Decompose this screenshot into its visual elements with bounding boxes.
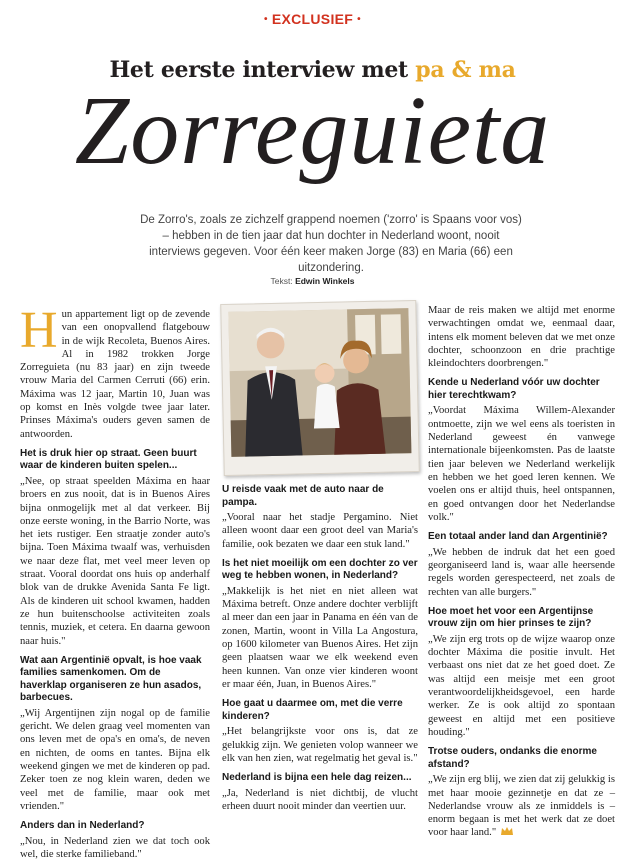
article-column-1: [20, 302, 210, 868]
question: Trotse ouders, ondanks die enorme afstand?: [428, 746, 597, 770]
question: Hoe gaat u daarmee om, met die verre kinderen?: [222, 698, 403, 722]
byline-label: Tekst:: [270, 276, 293, 286]
question: Kende u Nederland vóór uw dochter hier terechtkwam?: [428, 377, 600, 401]
question: Is het niet moeilijk om een dochter zo ver weg te hebben wonen, in Nederland?: [222, 557, 418, 582]
answer: „Het belangrijkste voor ons is, dat ze gelukkig zijn. We genieten volop wanneer we elk van hen zien, wat regelmatig het geval is.": [222, 726, 418, 764]
byline-author: Edwin Winkels: [295, 276, 355, 286]
answer: „Nou, in Nederland zien we dat toch ook wel, die sterke familieband.": [20, 835, 210, 860]
question: Het is druk hier op straat. Geen buurt waar de kinderen buiten spelen...: [20, 447, 197, 472]
question: Hoe moet het voor een Argentijnse vrouw zijn om hier prinses te zijn?: [428, 605, 594, 630]
question: Wat aan Argentinië opvalt, is hoe vaak families samenkomen. Om de haverklap organiseren ze hun asados, barbecues.: [20, 654, 202, 704]
crown-icon: [500, 826, 514, 840]
kicker-label: EXCLUSIEF: [271, 11, 354, 27]
article-column-2: [222, 484, 418, 820]
byline: [0, 276, 625, 286]
opening-text: un appartement ligt op de zevende van een onopvallend flatgebouw in de wijk Recoleta, Buenos Aires. Al in 1982 trokken Jorge Zorreguieta (nu 83 jaar) en zijn tweede vrouw Maria del Carmen Cerruti (66) erin. Máxima was 12 jaar, Martin 10, Juan was op komst en Inès volgde twee jaar later. Prinses Máxima's ouders geven samen de antwoorden.: [20, 309, 210, 440]
answer: „Nee, op straat speelden Máxima en haar broers en zus nooit, dat is in Buenos Aires bijna onmogelijk met al dat verkeer. Bij onze eerste woning, in the Barrio Norte, was het iets rustiger. Een straatje zonder auto's bijna. Toen Máxima twaalf was, verhuisden we naar deze flat, met veel meer leven op straat. Vooral doordat ons huis op anderhalf blok van de drukke Avenida Santa Fe ligt. Als de kinderen uit school kwamen, hadden ze hun buitenschoolse activiteiten zoals tennis, muziek, et cetera. En daarna gewoon naar huis.": [20, 475, 210, 647]
kicker: [0, 11, 625, 27]
kicker-dot-left: •: [264, 14, 268, 25]
continued-paragraph: Maar de reis maken we altijd met enorme verwachtingen omdat we, eenmaal daar, intens elk moment beleven dat we met onze dochter, schoonzoon en drie prachtige kleindochters doorbrengen.": [428, 305, 615, 370]
answer: „We zijn erg trots op de wijze waarop onze dochter Máxima die positie invult. Het verbaast ons niet dat ze het goed doet. Ze was altijd een meisje met een groot verantwoordelijkheidsgevoel, een harde werker. Ze is ook altijd zo spontaan geweest en altijd met een positieve houding.": [428, 633, 615, 738]
headline-accent: pa & ma: [415, 57, 516, 83]
article-column-3: [428, 304, 615, 848]
family-photo: [220, 300, 420, 476]
answer: „Voordat Máxima Willem-Alexander ontmoette, zijn we wel eens als toeristen in Nederland geweest én vanwege internationale bijeenkomsten. Pas de laatste tien jaar beleven we Nederland werkelijk en hebben we het goed leren kennen. We voelen ons er altijd thuis, heel ontspannen, en goed ontvangen door het Nederlandse volk.": [428, 405, 615, 523]
answer: „We hebben de indruk dat het een goed georganiseerd land is, waar alle heersende regels worden gerespecteerd, net zoals de rechten van alle burgers.": [428, 546, 615, 598]
answer: „Ja, Nederland is niet dichtbij, de vlucht erheen duurt nooit minder dan veertien uur.: [222, 787, 418, 812]
intro-text: De Zorro's, zoals ze zichzelf grappend noemen ('zorro' is Spaans voor vos) – hebben in de tien jaar dat hun dochter in Nederland woont, nooit interviews gegeven. Voor één keer maken Jorge (83) en Maria (66) een uitzondering.: [140, 214, 522, 274]
opening-paragraph: [20, 302, 210, 441]
answer-final: [428, 773, 615, 840]
dropcap: H: [20, 302, 58, 359]
answer: „Wij Argentijnen zijn nogal op de familie gericht. We delen graag veel momenten van ons leven met de opa's en oma's, de neven en nichten, de ooms en tantes. Bijna elk weekend gingen we met de kinderen op pad. Zeker toen ze nog klein waren, deden we veel met de familie, maar ook met vrienden.": [20, 707, 210, 812]
question: Anders dan in Nederland?: [20, 820, 145, 832]
question: Een totaal ander land dan Argentinië?: [428, 531, 608, 543]
answer-final-text: „We zijn erg blij, we zien dat zij gelukkig is met haar mooie gezinnetje en dat ze – Nederlandse vrouw als ze inmiddels is – enorm begaan is met het werk dat ze doet voor haar land.": [428, 774, 615, 839]
question: U reisde vaak met de auto naar de pampa.: [222, 484, 384, 508]
family-photo-image: [228, 308, 411, 457]
answer: „Makkelijk is het niet en niet alleen wat Máxima betreft. Onze andere dochter verblijft al meer dan een jaar in Panama en één van de zonen, Martin, woont in Villa La Angostura, op 1600 kilometer van Buenos Aires. Het zijn geen plaatsen waar we elk weekend even heen kunnen. Van onze vier kinderen woont er maar één, Juan, in Buenos Aires.": [222, 585, 418, 690]
answer: „Vooral naar het stadje Pergamino. Niet alleen woont daar een groot deel van Maria's familie, ook bezaten we daar een stuk land.": [222, 512, 418, 550]
headline-main: Het eerste interview met: [109, 57, 408, 83]
surname-title: Zorreguieta: [74, 77, 551, 185]
question: Nederland is bijna een hele dag reizen...: [222, 772, 412, 784]
kicker-dot-right: •: [357, 14, 361, 25]
